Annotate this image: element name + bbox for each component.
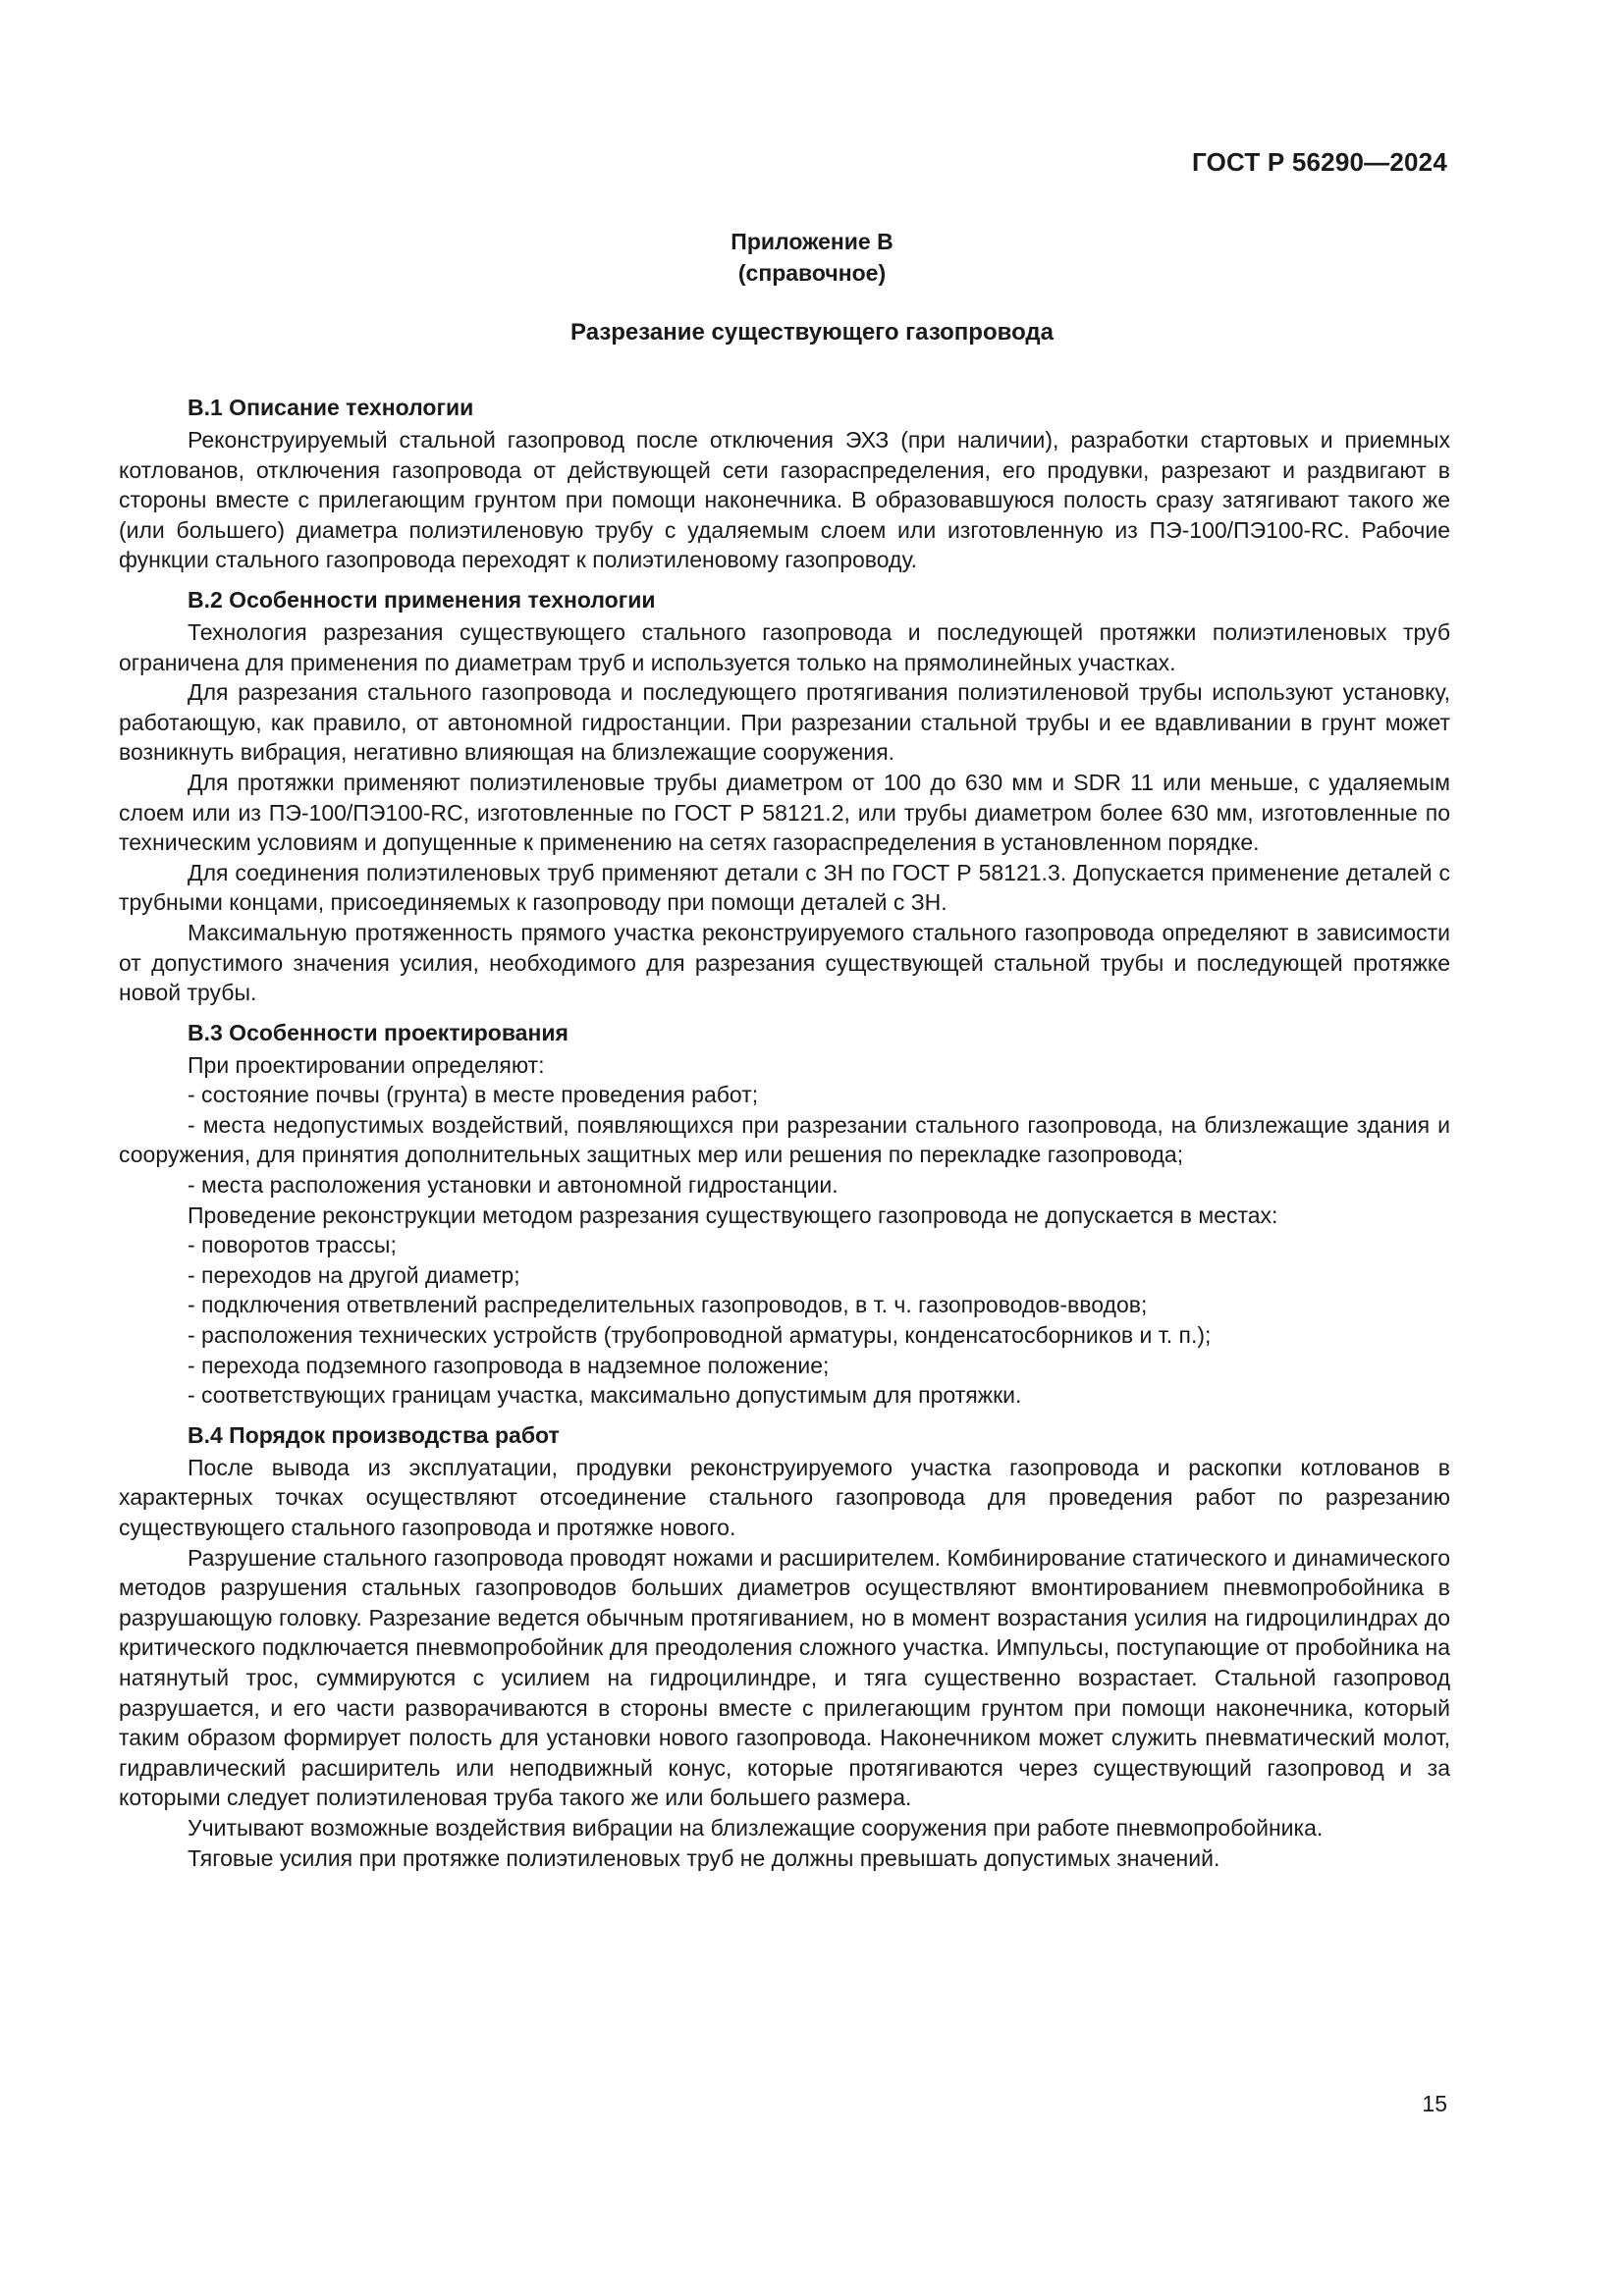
- paragraph: Технология разрезания существующего стального газопровода и последующей протяжки полиэтиленовых труб ограничена для применения по диаметрам труб и используется только на прямолинейных участках.: [119, 618, 1450, 675]
- section-heading: В.1 Описание технологии: [188, 395, 474, 420]
- paragraph: Проведение реконструкции методом разрезания существующего газопровода не допускается в местах:: [188, 1201, 1278, 1228]
- list-item: - расположения технических устройств (трубопроводной арматуры, конденсатосборников и т. п.);: [188, 1322, 1212, 1349]
- section-heading: В.4 Порядок производства работ: [188, 1421, 560, 1448]
- section-heading: В.3 Особенности проектирования: [188, 1019, 568, 1045]
- paragraph: Реконструируемый стальной газопровод после отключения ЭХЗ (при наличии), разработки стартовых и приемных котлованов, отключения газопровода от действующей сети газораспределения, его продувки, разрезают и раздвигают в стороны вместе с прилегающим грунтом при помощи наконечника. В образовавшуюся полость сразу затягивают такого же (или большего) диаметра полиэтиленовую трубу с удаляемым слоем или изготовленную из ПЭ-100/ПЭ100-RC. Рабочие функции стального газопровода переходят к полиэтиленовому газопроводу.: [119, 427, 1450, 573]
- paragraph: Тяговые усилия при протяжке полиэтиленовых труб не должны превышать допустимых значений.: [188, 1844, 1220, 1871]
- paragraph: Разрушение стального газопровода проводят ножами и расширителем. Комбинирование статического и динамического методов разрушения стальных газопроводов больших диаметров осуществляют вмонтированием пневмопробойника в разрушающую головку. Разрезание ведется обычным протягиванием, но в момент возрастания усилия на гидроцилиндрах до критического подключается пневмопробойник для преодоления сложного участка. Импульсы, поступающие от пробойника на натянутый трос, суммируются с усилием на гидроцилиндре, и тяга существенно возрастает. Стальной газопровод разрушается, и его части разворачиваются в стороны вместе с прилегающим грунтом при помощи наконечника, который таким образом формирует полость для установки нового газопровода. Наконечником может служить пневматический молот, гидравлический расширитель или неподвижный конус, которые протягиваются через существующий газопровод и за которыми следует полиэтиленовая труба такого же или большего размера.: [119, 1544, 1450, 1811]
- list-item: - места расположения установки и автономной гидростанции.: [188, 1172, 839, 1199]
- paragraph: Учитывают возможные воздействия вибрации на близлежащие сооружения при работе пневмопробойника.: [188, 1814, 1324, 1841]
- list-item: - поворотов трассы;: [188, 1232, 397, 1258]
- paragraph: Для протяжки применяют полиэтиленовые трубы диаметром от 100 до 630 мм и SDR 11 или меньше, с удаляемым слоем или из ПЭ-100/ПЭ100-RC, изготовленные по ГОСТ Р 58121.2, или трубы диаметром более 630 мм, изготовленные по техническим условиям и допущенные к применению на сетях газораспределения в установленном порядке.: [119, 769, 1450, 856]
- appendix-label: Приложение В: [731, 229, 893, 254]
- section-heading: В.2 Особенности применения технологии: [188, 586, 656, 613]
- list-item: - переходов на другой диаметр;: [188, 1261, 520, 1288]
- appendix-header: [0, 226, 1624, 289]
- paragraph: После вывода из эксплуатации, продувки реконструируемого участка газопровода и раскопки котлованов в характерных точках осуществляют отсоединение стального газопровода для проведения работ по разрезанию существующего стального газопровода и протяжке нового.: [119, 1454, 1450, 1540]
- document-body: [119, 393, 1450, 1873]
- list-item: - перехода подземного газопровода в надземное положение;: [188, 1352, 830, 1378]
- list-item: - соответствующих границам участка, максимально допустимым для протяжки.: [188, 1382, 1022, 1409]
- paragraph: При проектировании определяют:: [188, 1051, 545, 1078]
- paragraph: Максимальную протяженность прямого участка реконструируемого стального газопровода определяют в зависимости от допустимого значения усилия, необходимого для разрезания существующей стальной трубы и последующей протяжке новой трубы.: [119, 919, 1450, 1006]
- paragraph: Для разрезания стального газопровода и последующего протягивания полиэтиленовой трубы используют установку, работающую, как правило, от автономной гидростанции. При разрезании стальной трубы и ее вдавливании в грунт может возникнуть вибрация, негативно влияющая на близлежащие сооружения.: [119, 679, 1450, 766]
- list-item: - подключения ответвлений распределительных газопроводов, в т. ч. газопроводов-вводов;: [188, 1292, 1148, 1318]
- list-item: - состояние почвы (грунта) в месте проведения работ;: [188, 1082, 759, 1108]
- list-item: - места недопустимых воздействий, появляющихся при разрезании стального газопровода, на близлежащие здания и сооружения, для принятия дополнительных защитных мер или решения по перекладке газопровода;: [119, 1111, 1450, 1168]
- appendix-status: (справочное): [737, 260, 887, 286]
- document-code: ГОСТ Р 56290—2024: [1192, 147, 1447, 177]
- appendix-title: Разрезание существующего газопровода: [570, 319, 1054, 346]
- paragraph: Для соединения полиэтиленовых труб применяют детали с ЗН по ГОСТ Р 58121.3. Допускается применение деталей с трубными концами, присоединяемых к газопроводу при помощи деталей с ЗН.: [119, 859, 1450, 916]
- page-number: 15: [1422, 2091, 1447, 2116]
